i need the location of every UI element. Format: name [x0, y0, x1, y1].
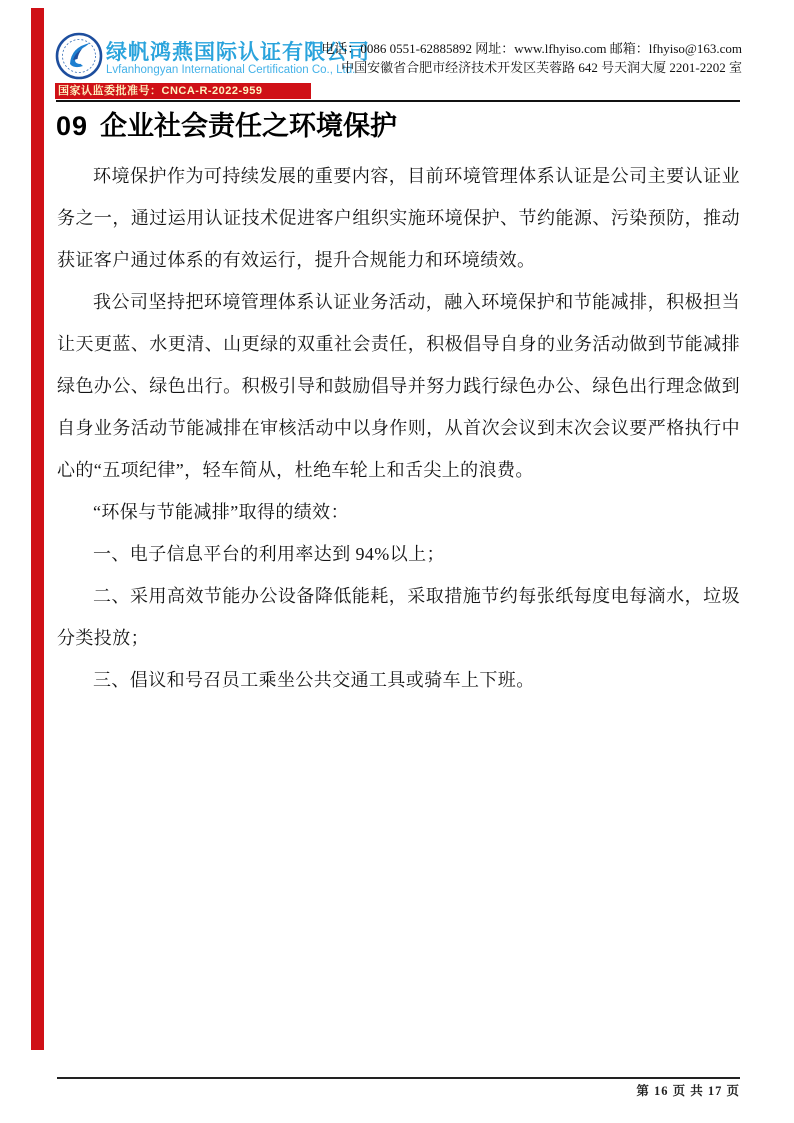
- section-title: [56, 104, 740, 143]
- contact-line-phone-web-mail: 电话：0086 0551-62885892 网址：www.lfhyiso.com 邮箱：lfhyiso@163.com: [321, 41, 742, 56]
- approval-number-banner: 国家认监委批准号：CNCA-R-2022-959: [55, 83, 311, 99]
- header-contact-block: [302, 39, 742, 77]
- footer-divider: [57, 1077, 740, 1079]
- left-red-stripe: [31, 8, 44, 1050]
- company-logo-icon: [55, 31, 103, 83]
- paragraph-intro: 环境保护作为可持续发展的重要内容，目前环境管理体系认证是公司主要认证业务之一，通过运用认证技术促进客户组织实施环境保护、节约能源、污染预防，推动获证客户通过体系的有效运行，提升合规能力和环境绩效。: [57, 166, 740, 270]
- section-number: 09: [56, 111, 89, 141]
- paragraph-results-heading: “环保与节能减排”取得的绩效：: [93, 502, 349, 522]
- document-body: [57, 155, 740, 701]
- header-divider: [56, 100, 740, 102]
- list-item-1: 一、电子信息平台的利用率达到 94%以上；: [93, 544, 445, 564]
- paragraph-commitment: 我公司坚持把环境管理体系认证业务活动，融入环境保护和节能减排，积极担当让天更蓝、水更清、山更绿的双重社会责任，积极倡导自身的业务活动做到节能减排绿色办公、绿色出行。积极引导和鼓励倡导并努力践行绿色办公、绿色出行理念做到自身业务活动节能减排在审核活动中以身作则，从首次会议到末次会议要严格执行中心的“五项纪律”，轻车简从，杜绝车轮上和舌尖上的浪费。: [57, 292, 740, 480]
- company-name-cn: 绿帆鸿燕国际认证有限公司: [106, 41, 370, 64]
- contact-line-address: 中国安徽省合肥市经济技术开发区芙蓉路 642 号天润大厦 2201-2202 室: [341, 60, 742, 75]
- list-item-3: 三、倡议和号召员工乘坐公共交通工具或骑车上下班。: [93, 670, 535, 690]
- section-title-text: 企业社会责任之环境保护: [100, 111, 398, 141]
- company-name-en: Lvfanhongyan International Certification Co., Ltd.: [106, 64, 356, 76]
- list-item-2: 二、采用高效节能办公设备降低能耗，采取措施节约每张纸每度电每滴水，垃圾分类投放；: [57, 586, 740, 648]
- page-number: 第 16 页 共 17 页: [636, 1084, 740, 1098]
